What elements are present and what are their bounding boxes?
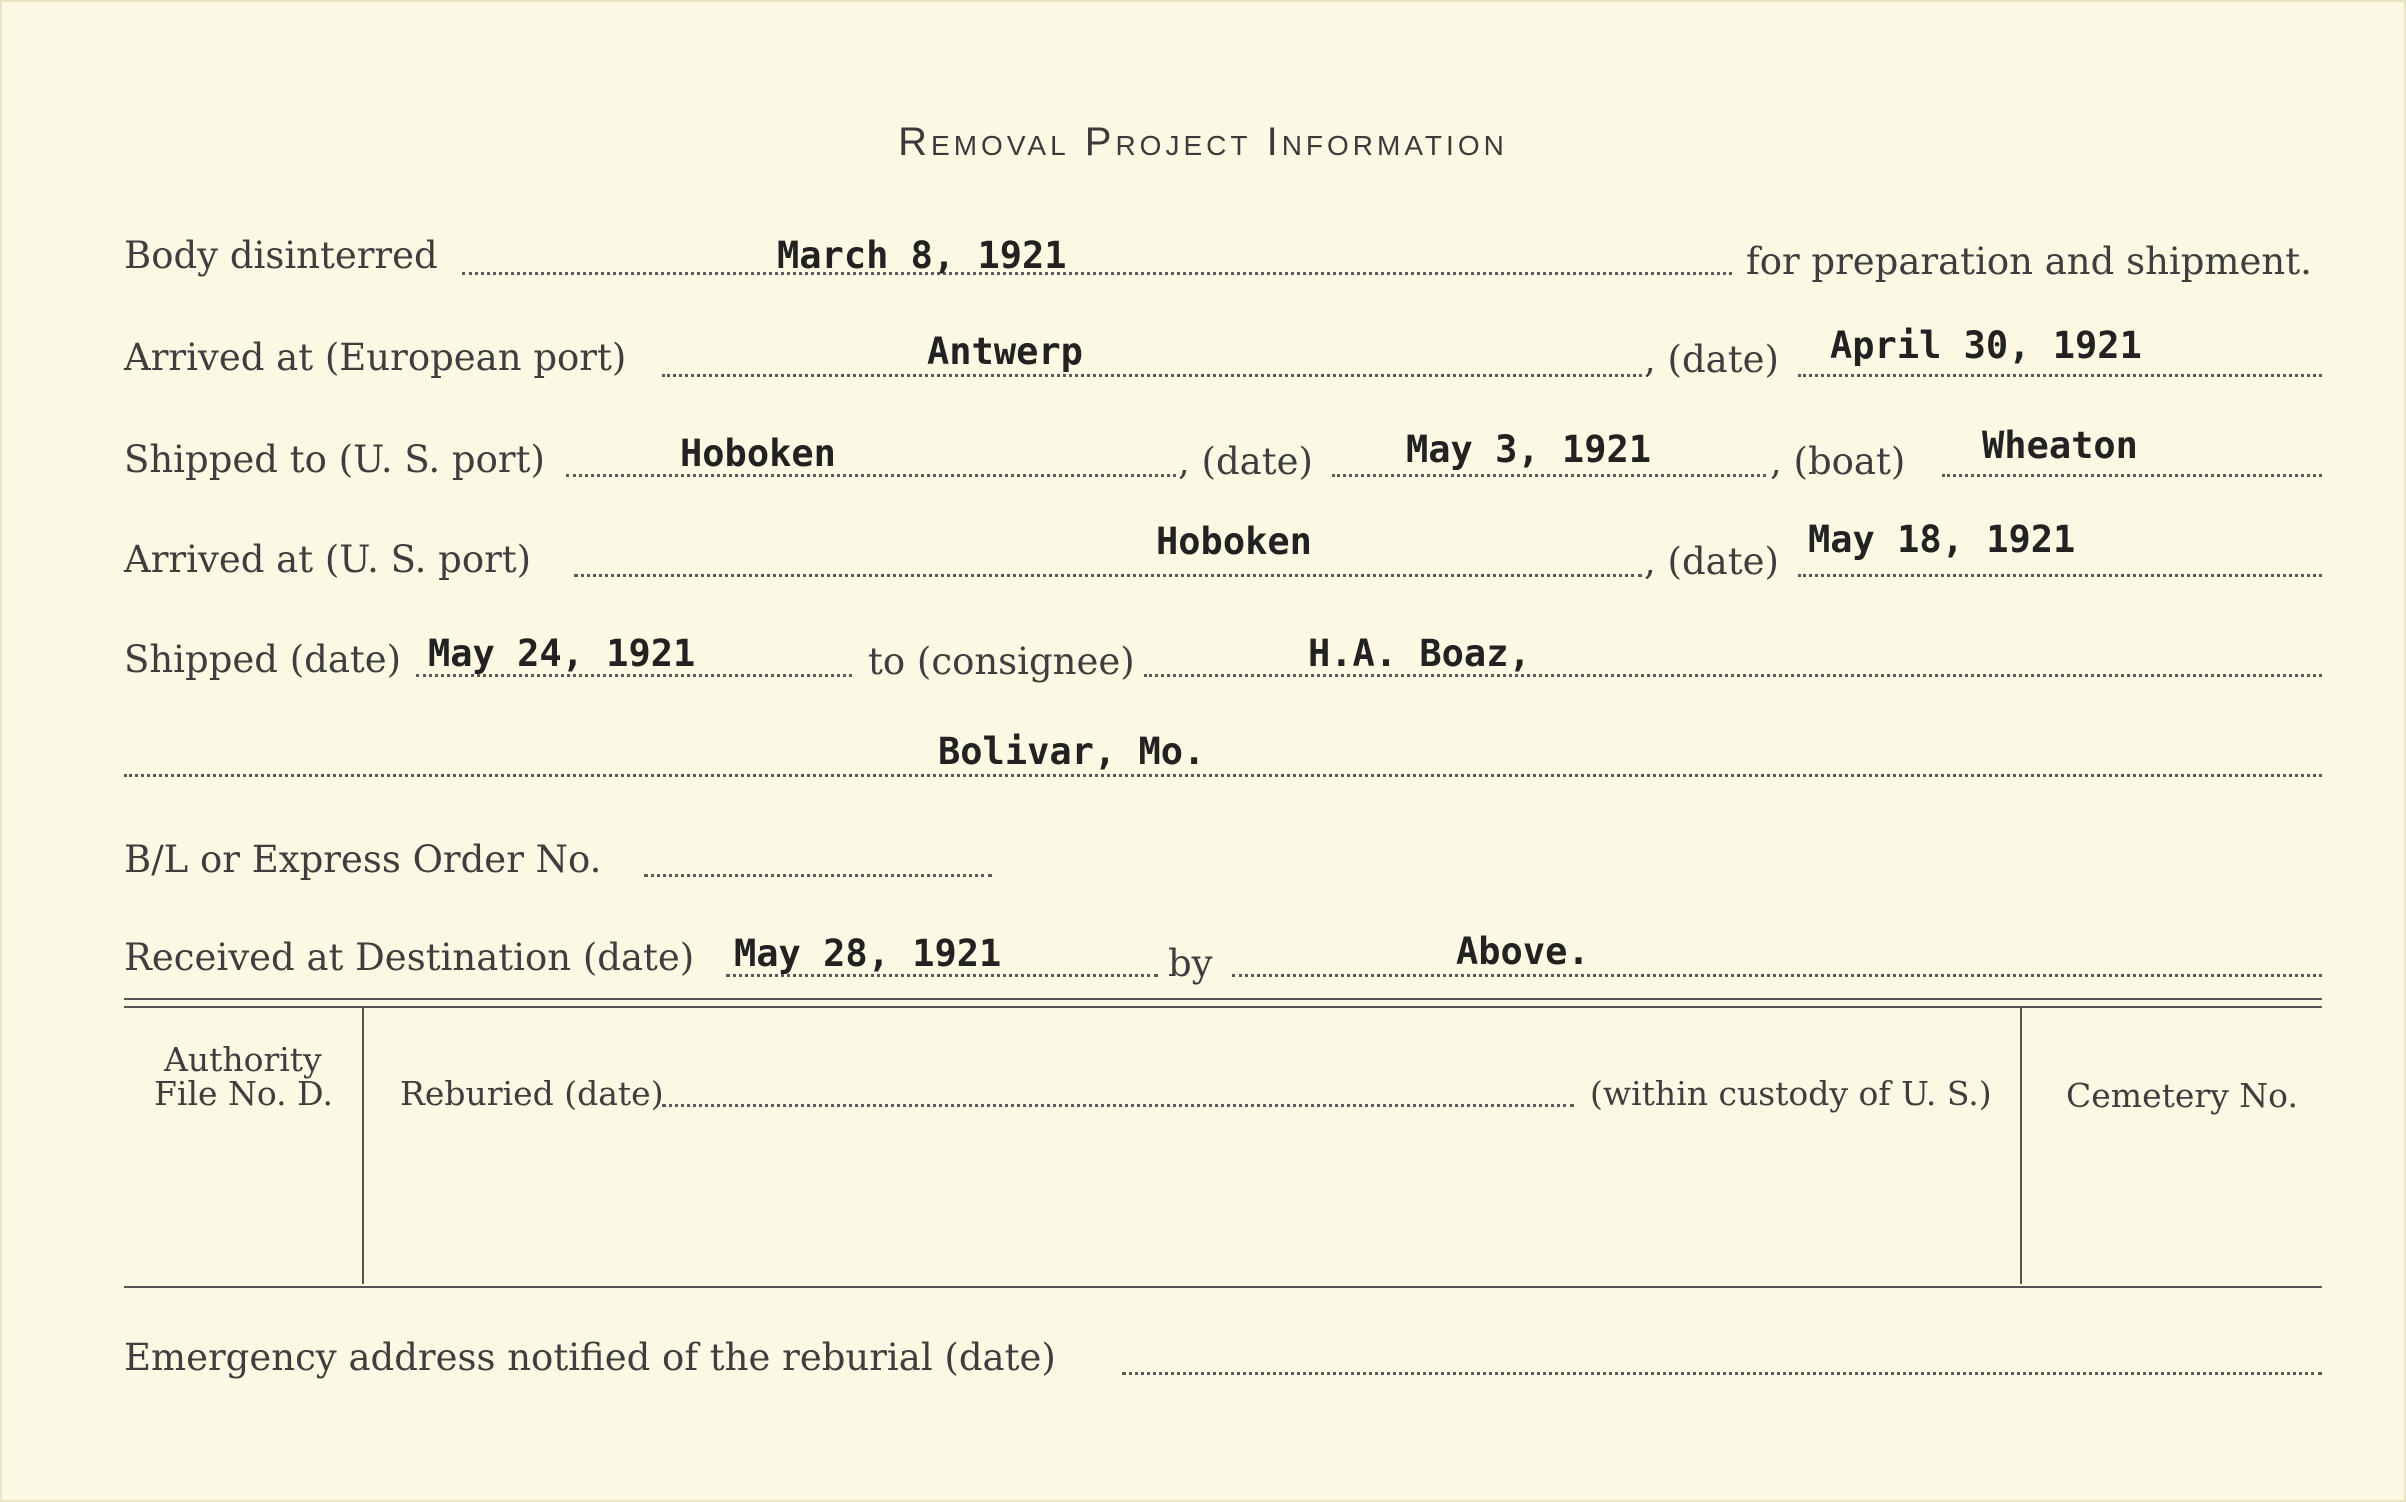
us-port-arrived-date-value[interactable]: May 18, 1921 <box>1808 518 2076 561</box>
emergency-label: Emergency address notified of the reburial (date) <box>124 1336 1056 1379</box>
us-port-shipped-date-value[interactable]: May 3, 1921 <box>1406 428 1652 471</box>
received-date-value[interactable]: May 28, 1921 <box>734 932 1002 975</box>
arrived-us-label: Arrived at (U. S. port) <box>124 538 532 581</box>
boat-line <box>1942 474 2322 477</box>
shipped-us-date-label: , (date) <box>1178 440 1313 483</box>
form-title: Removal Project Information <box>898 120 1508 164</box>
shipped-date-label: Shipped (date) <box>124 638 402 681</box>
box-top-rule-1 <box>124 998 2322 1000</box>
received-by-value[interactable]: Above. <box>1456 930 1590 973</box>
shipped-us-label: Shipped to (U. S. port) <box>124 438 545 481</box>
box-divider-right <box>2020 1008 2022 1284</box>
us-port-shipped-date-line <box>1332 474 1766 477</box>
european-port-date-value[interactable]: April 30, 1921 <box>1830 324 2142 367</box>
body-disinterred-suffix: for preparation and shipment. <box>1746 240 2312 283</box>
authority-label-1: Authority <box>164 1040 322 1079</box>
boat-label: , (boat) <box>1770 440 1906 483</box>
box-bottom-rule <box>124 1286 2322 1288</box>
european-port-line <box>662 374 1642 377</box>
boat-value[interactable]: Wheaton <box>1982 424 2138 467</box>
body-disinterred-line <box>462 272 1732 275</box>
european-port-date-line <box>1798 374 2322 377</box>
consignee-address-value[interactable]: Bolivar, Mo. <box>938 730 1206 773</box>
european-port-value[interactable]: Antwerp <box>927 330 1083 373</box>
cemetery-label: Cemetery No. <box>2066 1076 2298 1115</box>
received-by-line <box>1232 974 2322 977</box>
bl-label: B/L or Express Order No. <box>124 838 602 881</box>
consignee-address-line <box>124 774 2322 777</box>
arrived-europe-label: Arrived at (European port) <box>124 336 627 379</box>
reburied-label: Reburied (date) <box>400 1074 664 1113</box>
arrived-us-date-label: , (date) <box>1644 540 1779 583</box>
us-port-arrived-date-line <box>1798 574 2322 577</box>
us-port-arrived-value[interactable]: Hoboken <box>1156 520 1312 563</box>
shipped-date-value[interactable]: May 24, 1921 <box>428 632 696 675</box>
body-disinterred-value[interactable]: March 8, 1921 <box>777 234 1067 277</box>
by-label: by <box>1168 942 1213 985</box>
authority-label-2: File No. D. <box>154 1074 333 1113</box>
box-divider-left <box>362 1008 364 1284</box>
body-disinterred-label: Body disinterred <box>124 234 438 277</box>
consignee-value[interactable]: H.A. Boaz, <box>1308 632 1531 675</box>
us-port-arrived-line <box>574 574 1642 577</box>
reburied-line <box>662 1104 1574 1107</box>
consignee-label: to (consignee) <box>868 640 1135 683</box>
arrived-europe-date-label: , (date) <box>1644 338 1779 381</box>
custody-label: (within custody of U. S.) <box>1590 1074 1992 1113</box>
us-port-shipped-line <box>566 474 1176 477</box>
bl-line <box>644 874 992 877</box>
emergency-line <box>1122 1372 2322 1375</box>
box-top-rule-2 <box>124 1006 2322 1008</box>
received-label: Received at Destination (date) <box>124 936 695 979</box>
us-port-shipped-value[interactable]: Hoboken <box>680 432 836 475</box>
